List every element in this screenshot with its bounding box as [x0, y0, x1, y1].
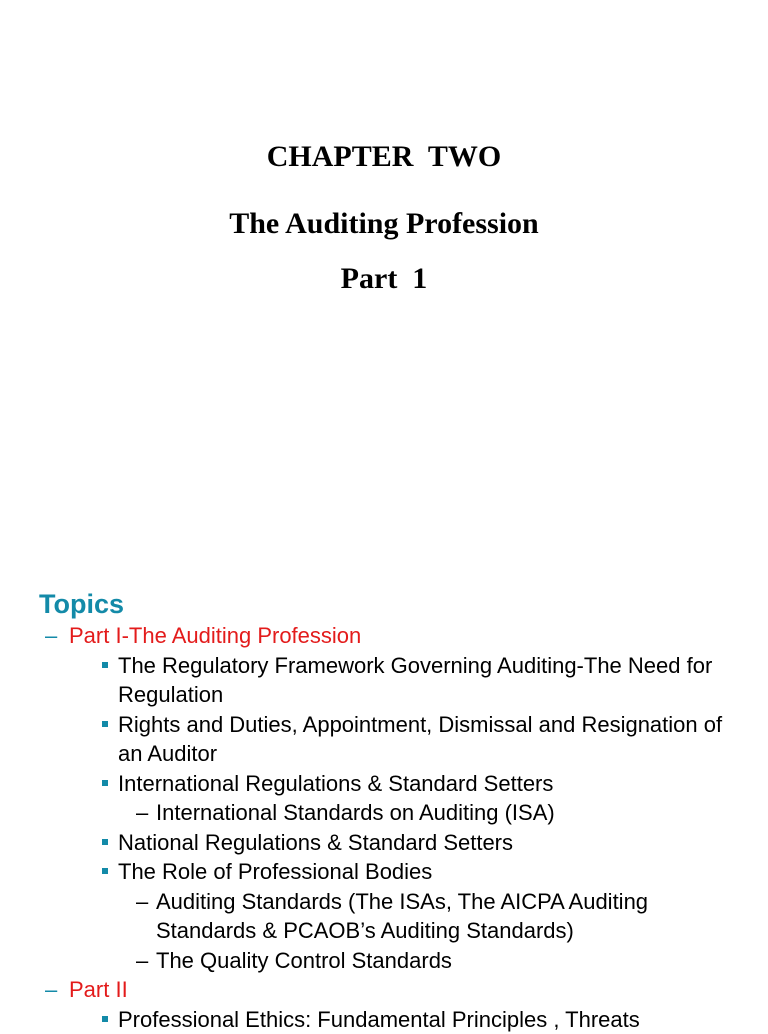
outline-item-text: Professional Ethics: Fundamental Principles , Threats — [118, 1007, 640, 1032]
square-bullet-icon — [102, 780, 108, 786]
outline-item-text: International Standards on Auditing (ISA) — [156, 800, 555, 825]
outline-item-text: The Role of Professional Bodies — [118, 859, 432, 884]
square-bullet-icon — [102, 1016, 108, 1022]
outline-item-part-1 — [39, 621, 739, 651]
outline-item — [39, 1005, 739, 1034]
outline-subitem — [39, 798, 739, 828]
chapter-subtitle: The Auditing Profession — [0, 207, 768, 241]
outline-item-part-2 — [39, 975, 739, 1005]
square-bullet-icon — [102, 839, 108, 845]
outline-item-text: The Regulatory Framework Governing Auditing-The Need for Regulation — [118, 653, 712, 708]
dash-bullet-icon: – — [45, 975, 57, 1005]
outline-item-text: Auditing Standards (The ISAs, The AICPA Auditing Standards & PCAOB’s Auditing Standards) — [156, 889, 648, 944]
chapter-part: Part 1 — [0, 262, 768, 296]
dash-bullet-icon: – — [136, 798, 148, 828]
outline-item — [39, 651, 739, 710]
outline-item-text: The Quality Control Standards — [156, 948, 452, 973]
square-bullet-icon — [102, 721, 108, 727]
square-bullet-icon — [102, 868, 108, 874]
dash-bullet-icon: – — [136, 946, 148, 976]
topics-outline — [39, 588, 739, 1034]
outline-subitem — [39, 887, 739, 946]
outline-item-text: Part I-The Auditing Profession — [69, 623, 361, 648]
chapter-title: CHAPTER TWO — [0, 140, 768, 174]
outline-item-text: International Regulations & Standard Setters — [118, 771, 553, 796]
topics-heading: Topics — [39, 588, 739, 621]
outline-subitem — [39, 946, 739, 976]
dash-bullet-icon: – — [136, 887, 148, 917]
outline-item — [39, 857, 739, 887]
dash-bullet-icon: – — [45, 621, 57, 651]
outline-item-text: National Regulations & Standard Setters — [118, 830, 513, 855]
outline-item — [39, 710, 739, 769]
outline-item-text: Part II — [69, 977, 128, 1002]
chapter-title-block — [0, 140, 768, 296]
outline-item-text: Rights and Duties, Appointment, Dismissal and Resignation of an Auditor — [118, 712, 722, 767]
outline-item — [39, 769, 739, 799]
square-bullet-icon — [102, 662, 108, 668]
outline-item — [39, 828, 739, 858]
